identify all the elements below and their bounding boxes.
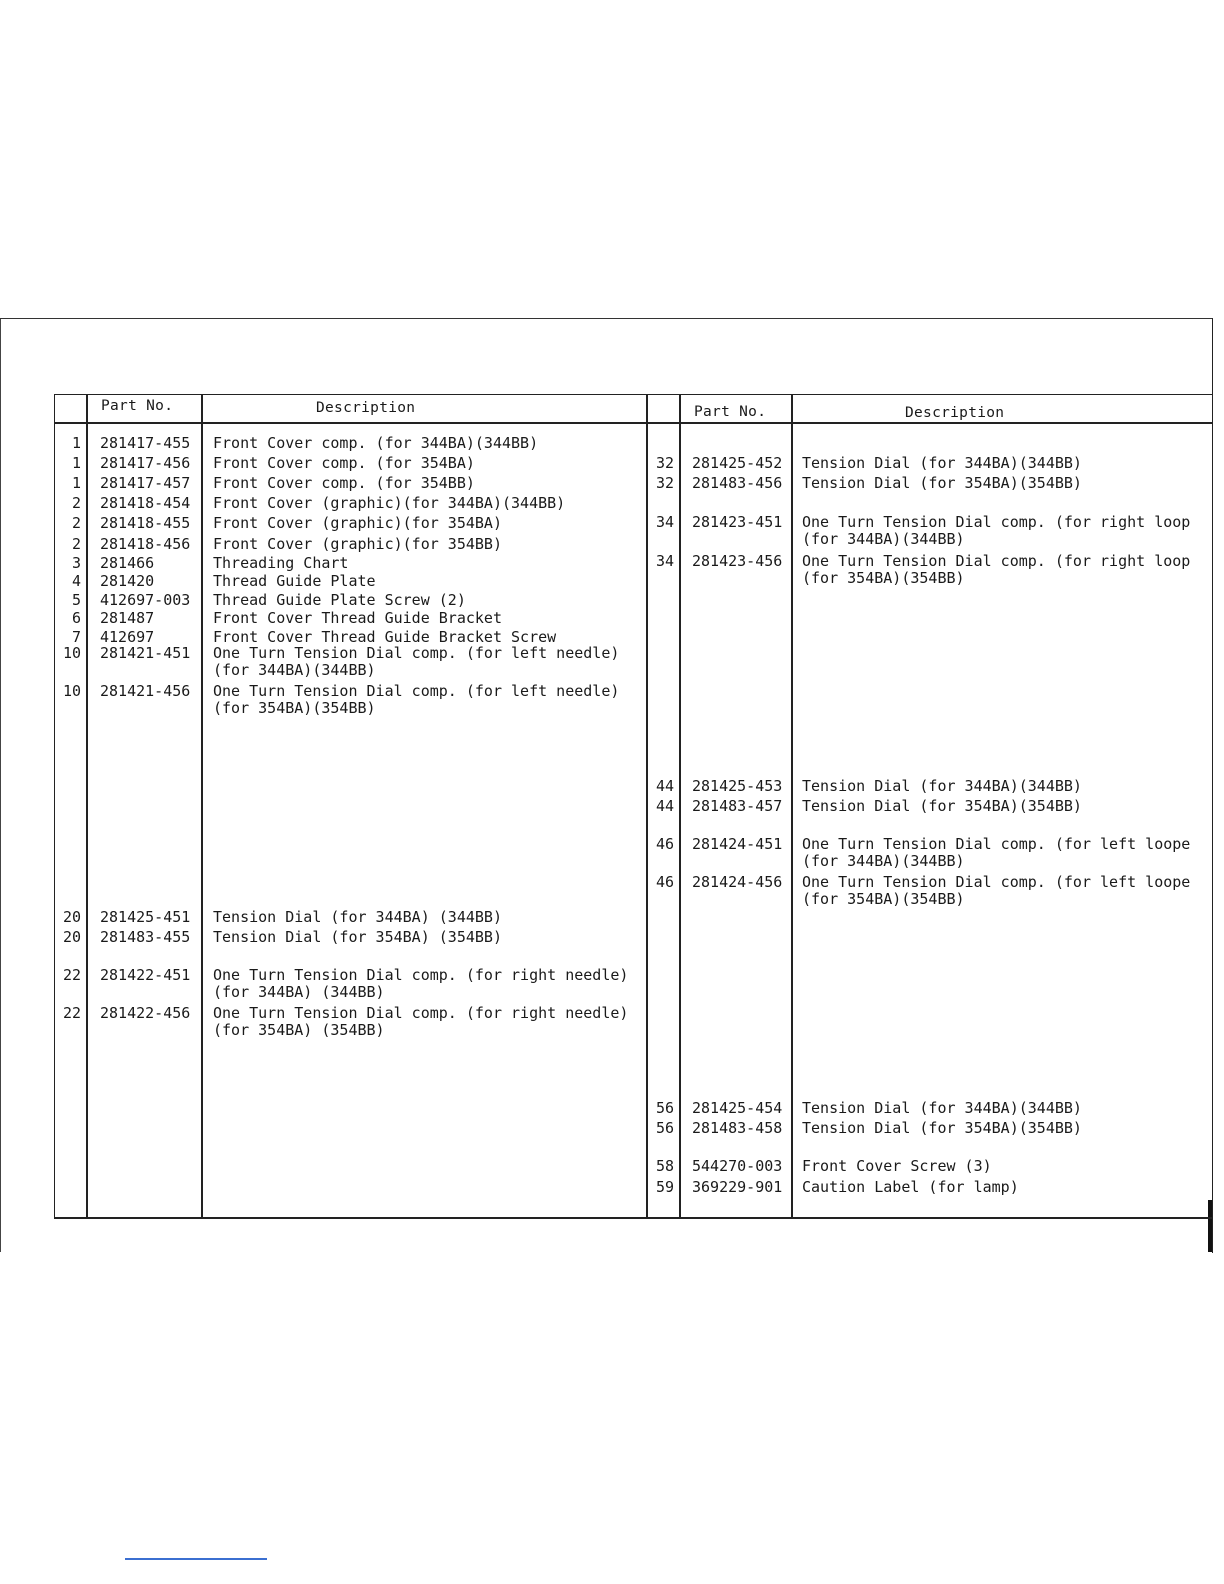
part-description: Tension Dial (for 344BA) (344BB) [213, 908, 502, 926]
ref-number: 56 [655, 1119, 674, 1137]
ref-number: 22 [62, 1004, 81, 1022]
part-number: 281417-456 [100, 454, 191, 472]
part-description: Tension Dial (for 354BA)(354BB) [802, 1119, 1082, 1137]
part-description: One Turn Tension Dial comp. (for right needle) [213, 1004, 629, 1022]
part-description: One Turn Tension Dial comp. (for left needle) [213, 644, 620, 662]
part-description: One Turn Tension Dial comp. (for left needle) [213, 682, 620, 700]
ref-number: 6 [71, 609, 81, 627]
part-number: 281423-456 [692, 552, 783, 570]
part-number: 281425-454 [692, 1099, 783, 1117]
ref-number: 56 [655, 1099, 674, 1117]
part-description: Front Cover Thread Guide Bracket Screw [213, 628, 557, 646]
ref-number: 1 [71, 434, 81, 452]
part-description-cont: (for 354BA)(354BB) [213, 699, 376, 717]
part-number: 281424-456 [692, 873, 783, 891]
part-number: 412697-003 [100, 591, 191, 609]
part-number: 281422-456 [100, 1004, 191, 1022]
part-description: Tension Dial (for 344BA)(344BB) [802, 454, 1082, 472]
part-number: 281423-451 [692, 513, 783, 531]
part-description: One Turn Tension Dial comp. (for left loope [802, 835, 1191, 853]
header-right-part-no: Part No. [694, 404, 767, 420]
ref-number: 20 [62, 908, 81, 926]
part-number: 281420 [100, 572, 155, 590]
ref-number: 10 [62, 644, 81, 662]
ref-number: 5 [71, 591, 81, 609]
part-description: Front Cover comp. (for 354BB) [213, 474, 475, 492]
part-number: 281424-451 [692, 835, 783, 853]
ref-number: 3 [71, 554, 81, 572]
part-number: 281483-456 [692, 474, 783, 492]
ref-number: 46 [655, 835, 674, 853]
part-description-cont: (for 354BA)(354BB) [802, 569, 965, 587]
ref-number: 10 [62, 682, 81, 700]
part-number: 281487 [100, 609, 155, 627]
ref-number: 4 [71, 572, 81, 590]
part-description: Tension Dial (for 354BA)(354BB) [802, 797, 1082, 815]
part-description: Thread Guide Plate [213, 572, 376, 590]
part-number: 281425-452 [692, 454, 783, 472]
ref-number: 32 [655, 474, 674, 492]
ref-number: 46 [655, 873, 674, 891]
part-description-cont: (for 344BA) (344BB) [213, 983, 385, 1001]
part-description: Front Cover (graphic)(for 344BA)(344BB) [213, 494, 566, 512]
part-number: 281418-456 [100, 535, 191, 553]
part-description: One Turn Tension Dial comp. (for right needle) [213, 966, 629, 984]
ref-number: 1 [71, 454, 81, 472]
part-number: 281425-451 [100, 908, 191, 926]
part-description: One Turn Tension Dial comp. (for right loop [802, 513, 1191, 531]
ref-number: 32 [655, 454, 674, 472]
part-number: 544270-003 [692, 1157, 783, 1175]
part-number: 281422-451 [100, 966, 191, 984]
ref-number: 44 [655, 777, 674, 795]
col-divider [679, 394, 681, 1218]
ref-number: 7 [71, 628, 81, 646]
part-description-cont: (for 344BA)(344BB) [213, 661, 376, 679]
ref-number: 2 [71, 535, 81, 553]
part-number: 281483-458 [692, 1119, 783, 1137]
part-description: Front Cover comp. (for 354BA) [213, 454, 475, 472]
part-description: Thread Guide Plate Screw (2) [213, 591, 466, 609]
part-description: One Turn Tension Dial comp. (for left loope [802, 873, 1191, 891]
ref-number: 20 [62, 928, 81, 946]
part-description: Front Cover (graphic)(for 354BA) [213, 514, 502, 532]
header-left-part-no: Part No. [101, 398, 174, 414]
part-description: Tension Dial (for 354BA)(354BB) [802, 474, 1082, 492]
ref-number: 59 [655, 1178, 674, 1196]
part-number: 281466 [100, 554, 155, 572]
part-description: Front Cover comp. (for 344BA)(344BB) [213, 434, 539, 452]
header-right-description: Description [905, 405, 1005, 421]
ref-number: 58 [655, 1157, 674, 1175]
part-description: Front Cover Screw (3) [802, 1157, 992, 1175]
part-description-cont: (for 354BA)(354BB) [802, 890, 965, 908]
part-description: Tension Dial (for 354BA) (354BB) [213, 928, 502, 946]
part-number: 369229-901 [692, 1178, 783, 1196]
header-rule [54, 422, 1212, 424]
part-number: 281425-453 [692, 777, 783, 795]
part-description-cont: (for 344BA)(344BB) [802, 852, 965, 870]
col-divider [791, 394, 793, 1218]
part-number: 281421-451 [100, 644, 191, 662]
part-number: 281417-457 [100, 474, 191, 492]
part-number: 281421-456 [100, 682, 191, 700]
col-divider [86, 394, 88, 1218]
part-description: Front Cover (graphic)(for 354BB) [213, 535, 502, 553]
part-number: 281483-457 [692, 797, 783, 815]
ref-number: 34 [655, 513, 674, 531]
part-description: Tension Dial (for 344BA)(344BB) [802, 1099, 1082, 1117]
footer-rule [125, 1558, 267, 1560]
ref-number: 34 [655, 552, 674, 570]
col-divider [201, 394, 203, 1218]
part-description: Caution Label (for lamp) [802, 1178, 1019, 1196]
part-description: One Turn Tension Dial comp. (for right loop [802, 552, 1191, 570]
ref-number: 2 [71, 494, 81, 512]
part-description-cont: (for 354BA) (354BB) [213, 1021, 385, 1039]
part-number: 281418-454 [100, 494, 191, 512]
part-number: 281417-455 [100, 434, 191, 452]
part-number: 281483-455 [100, 928, 191, 946]
ref-number: 22 [62, 966, 81, 984]
part-description: Front Cover Thread Guide Bracket [213, 609, 502, 627]
part-number: 412697 [100, 628, 155, 646]
header-left-description: Description [316, 400, 416, 416]
part-description-cont: (for 344BA)(344BB) [802, 530, 965, 548]
ref-number: 44 [655, 797, 674, 815]
part-description: Tension Dial (for 344BA)(344BB) [802, 777, 1082, 795]
ref-number: 2 [71, 514, 81, 532]
part-description: Threading Chart [213, 554, 349, 572]
part-number: 281418-455 [100, 514, 191, 532]
ref-number: 1 [71, 474, 81, 492]
